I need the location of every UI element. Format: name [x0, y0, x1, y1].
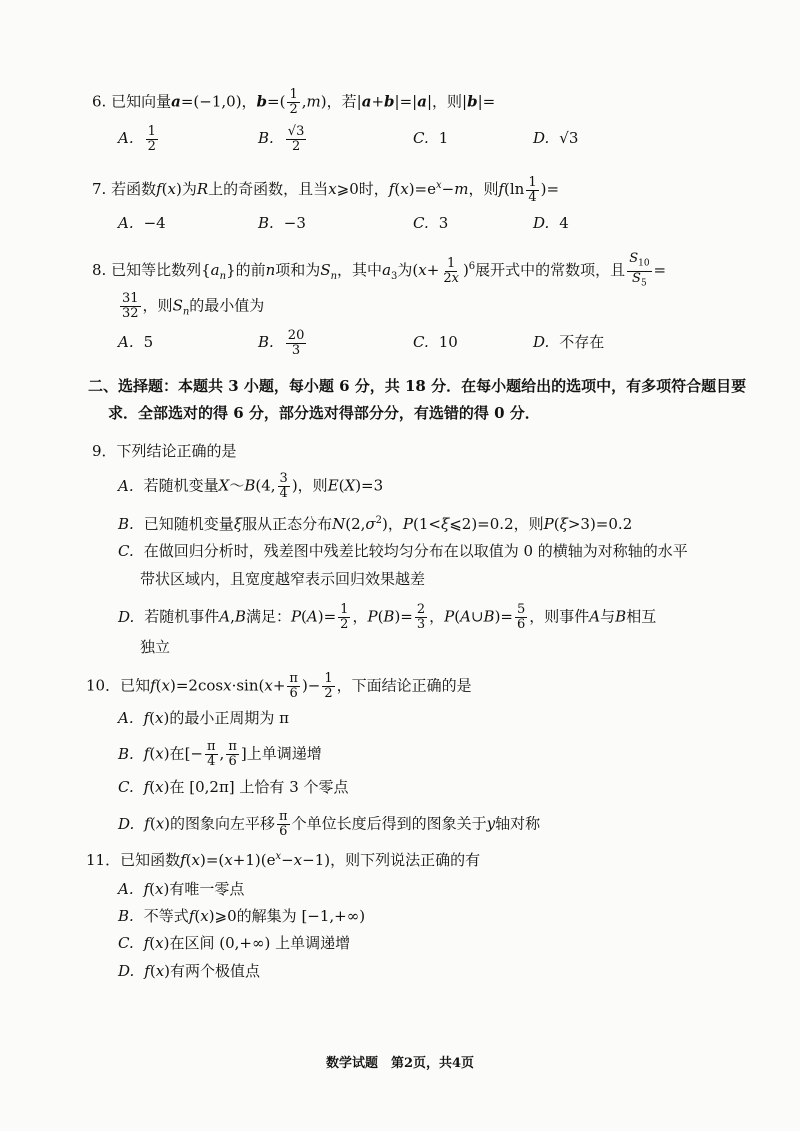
question-11-stem: 11．已知函数$f(x)=(x+1)(e^x-x-1)$，则下列说法正确的有 — [86, 851, 481, 869]
question-number: 8. — [92, 261, 107, 280]
option-c[interactable]: C. 3 — [413, 214, 449, 232]
question-number: 7. — [92, 180, 107, 198]
question-8-stem-line2: $\frac{31}{32}$ ，则$S_n$的最小值为 — [122, 291, 265, 321]
section-heading-line2: 求．全部选对的得 6 分，部分选对得部分分，有选错的得 0 分． — [108, 404, 540, 422]
question-9-option-d[interactable]: D. 若随机事件A,B满足：P(A)= $\frac{1}{2}$ ，P(B)= $\frac{2}{3}$ ，P(A∪B)= $\frac{5}{6}$ ，则事件A与B相互 — [118, 602, 657, 632]
stem-text: ，则 — [432, 92, 463, 111]
option-a[interactable]: A. $\frac{1}{2}$ — [118, 123, 156, 154]
option-d[interactable]: D. 不存在 — [533, 333, 605, 351]
question-9-option-b[interactable]: B. 已知随机变量ξ服从正态分布$N(2,\sigma^2)$，P(1<ξ⩽2)=0.2，则P(ξ>3)=0.2 — [118, 515, 633, 533]
question-number: 10． — [86, 676, 121, 695]
question-7-stem: 7. 若函数f(x)为R上的奇函数，且当x⩾0时，$f(x)=e^x-m$，则f(ln $\frac{1}{4}$ )= — [92, 174, 560, 205]
question-9-option-d-line2: 独立 — [140, 638, 171, 656]
question-6-stem: 6. 已知向量a=(−1,0)，b=( $\frac{1}{2}$ ,m)，若|a+b|=|a|，则|b|= — [92, 87, 496, 117]
question-6-options — [118, 118, 678, 158]
option-d[interactable]: D. 4 — [533, 214, 569, 232]
question-10-stem: 10．已知f(x)=2cosx·sin(x+ $\frac{\pi}{6}$ )− $\frac{1}{2}$ ，下面结论正确的是 — [86, 671, 472, 701]
option-c[interactable]: C. 1 — [413, 129, 449, 147]
question-10-option-a[interactable]: A. f(x)的最小正周期为 π — [118, 709, 289, 727]
question-10-option-b[interactable]: B. f(x)在[− $\frac{\pi}{4}$ , $\frac{\pi}{6}$ ]上单调递增 — [118, 739, 322, 769]
question-7-options — [118, 203, 678, 243]
page-footer: 数学试题 第2页，共4页 — [325, 1056, 475, 1071]
option-c[interactable]: C. 10 — [413, 333, 458, 351]
question-11-option-a[interactable]: A. f(x)有唯一零点 — [118, 880, 245, 898]
option-a[interactable]: A. 5 — [118, 333, 154, 351]
question-10-option-d[interactable]: D. f(x)的图象向左平移 $\frac{\pi}{6}$ 个单位长度后得到的图象关于y轴对称 — [118, 809, 541, 839]
option-b[interactable]: B. −3 — [258, 214, 306, 232]
option-a[interactable]: A. −4 — [118, 214, 166, 232]
question-number: 6. — [92, 92, 107, 111]
question-11-option-d[interactable]: D. f(x)有两个极值点 — [118, 962, 261, 980]
question-9-option-c[interactable]: C. 在做回归分析时，残差图中残差比较均匀分布在以取值为 0 的横轴为对称轴的水平 — [118, 542, 688, 560]
option-b[interactable]: B. $\frac{√3}{2}$ — [258, 123, 305, 154]
stem-text: 已知向量 — [111, 92, 172, 111]
question-10-option-c[interactable]: C. f(x)在 [0,2π] 上恰有 3 个零点 — [118, 778, 349, 796]
question-8-options — [118, 322, 678, 362]
question-9-option-c-line2: 带状区域内，且宽度越窄表示回归效果越差 — [140, 570, 426, 588]
question-11-option-c[interactable]: C. f(x)在区间 (0,+∞) 上单调递增 — [118, 934, 351, 952]
question-11-option-b[interactable]: B. 不等式f(x)⩾0的解集为 [−1,+∞) — [118, 907, 366, 925]
question-number: 9． — [92, 442, 117, 460]
option-b[interactable]: B. $\frac{20}{3}$ — [258, 327, 305, 358]
section-heading: 二、选择题：本题共 3 小题，每小题 6 分，共 18 分．在每小题给出的选项中，有多项符合题目要 — [88, 377, 747, 395]
question-8-stem: 8. 已知等比数列$\{a_n\}$的前n项和为$S_n$，其中$a_3$为(x+ $\frac{1}{2x}$ )$^6$展开式中的常数项，且 $\frac{S_{10}}{S_5}$ = — [92, 251, 667, 289]
question-9-option-a[interactable]: A. 若随机变量X～B(4, $\frac{3}{4}$ )，则E(X)=3 — [118, 471, 384, 501]
option-d[interactable]: D. √3 — [533, 129, 579, 147]
question-9-stem: 9．下列结论正确的是 — [92, 442, 237, 460]
question-number: 11． — [86, 851, 121, 869]
stem-text: ，若 — [326, 92, 357, 111]
